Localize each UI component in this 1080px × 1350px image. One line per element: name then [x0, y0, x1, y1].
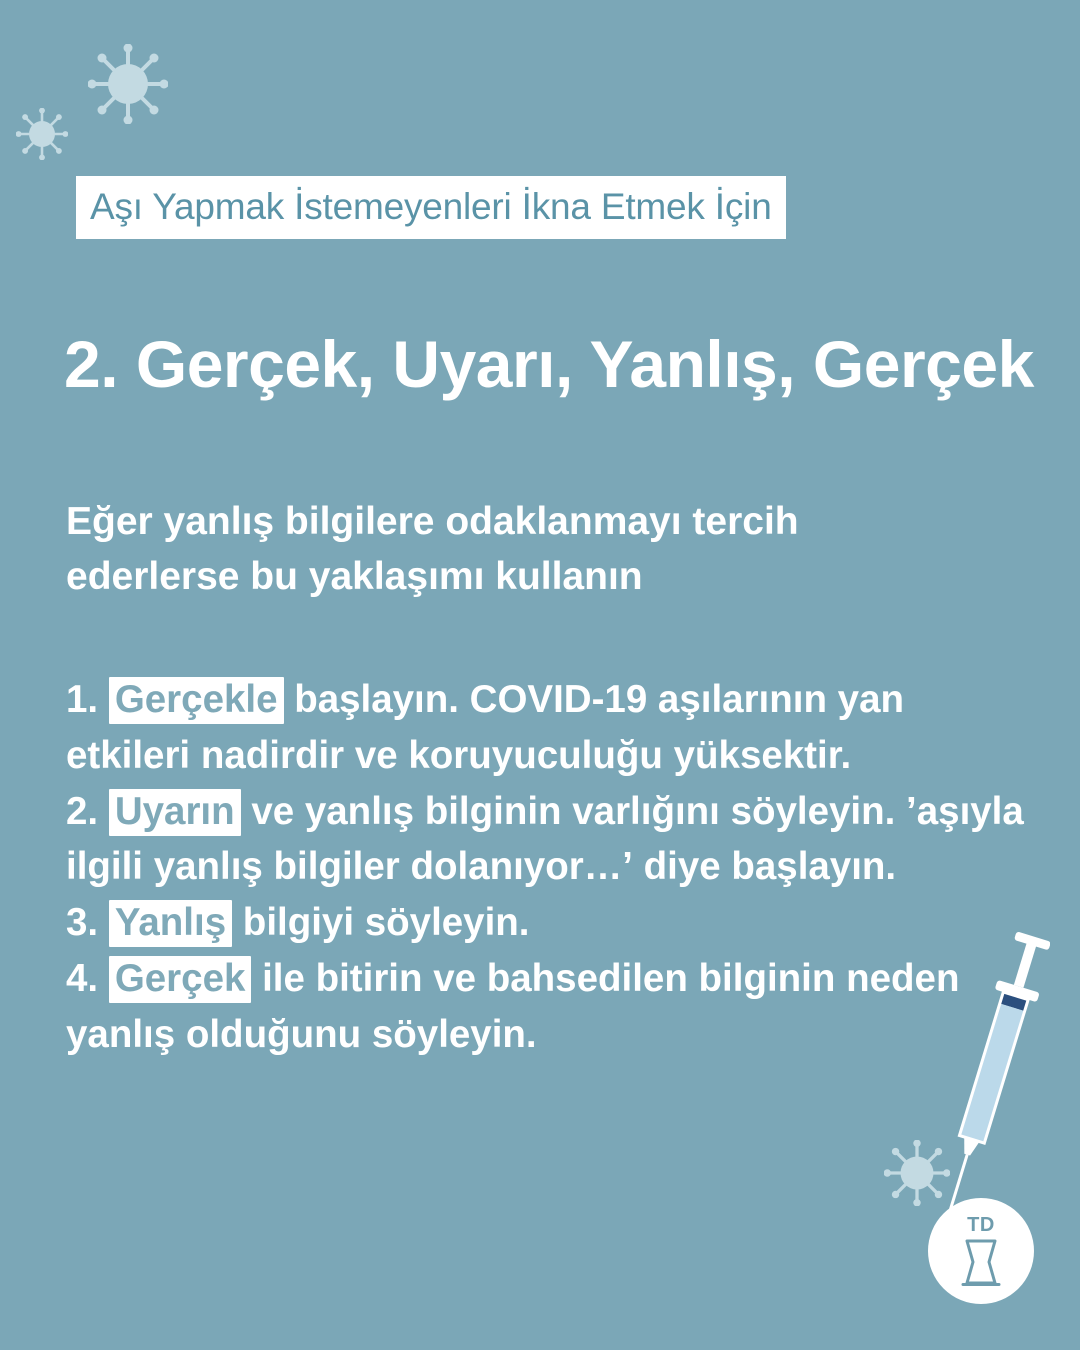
virus-icon	[88, 44, 168, 124]
list-item	[66, 895, 1026, 951]
intro-line-1: Eğer yanlış bilgilere odaklanmayı tercih	[66, 500, 799, 543]
step-number: 3.	[66, 901, 99, 945]
list-item	[66, 951, 1026, 1063]
step-text: bilgiyi söyleyin.	[232, 901, 530, 945]
page-title: 2. Gerçek, Uyarı, Yanlış, Gerçek	[64, 327, 1034, 401]
kicker	[76, 176, 786, 239]
kicker-label: Aşı Yapmak İstemeyenleri İkna Etmek İçin	[76, 176, 786, 239]
step-number: 2.	[66, 789, 99, 833]
list-item	[66, 672, 1026, 784]
step-highlight: Gerçekle	[109, 677, 284, 724]
virus-icon	[16, 108, 68, 160]
intro-paragraph	[66, 494, 966, 605]
list-item	[66, 784, 1026, 896]
step-highlight: Gerçek	[109, 956, 252, 1003]
step-text: başlayın. COVID-19 aşılarının yan etkileri nadirdir ve koruyuculuğu yüksektir.	[66, 678, 905, 777]
step-text: ve yanlış bilginin varlığını söyleyin. ʼaşıyla ilgili yanlış bilgiler dolanıyor…ʼ diye başlayın.	[66, 789, 1024, 889]
step-highlight: Yanlış	[109, 900, 232, 947]
step-highlight: Uyarın	[109, 789, 241, 836]
step-number: 1.	[66, 678, 99, 721]
tea-glass-icon	[959, 1237, 1003, 1287]
intro-line-2: ederlerse bu yaklaşımı kullanın	[66, 555, 643, 599]
syringe-icon	[930, 930, 1050, 1230]
steps-list	[66, 672, 1026, 1063]
step-number: 4.	[66, 957, 99, 1001]
brand-logo[interactable]	[928, 1198, 1034, 1304]
step-text: ile bitirin ve bahsedilen bilginin neden yanlış olduğunu söyleyin.	[66, 957, 960, 1056]
logo-initials: TD	[967, 1214, 995, 1236]
